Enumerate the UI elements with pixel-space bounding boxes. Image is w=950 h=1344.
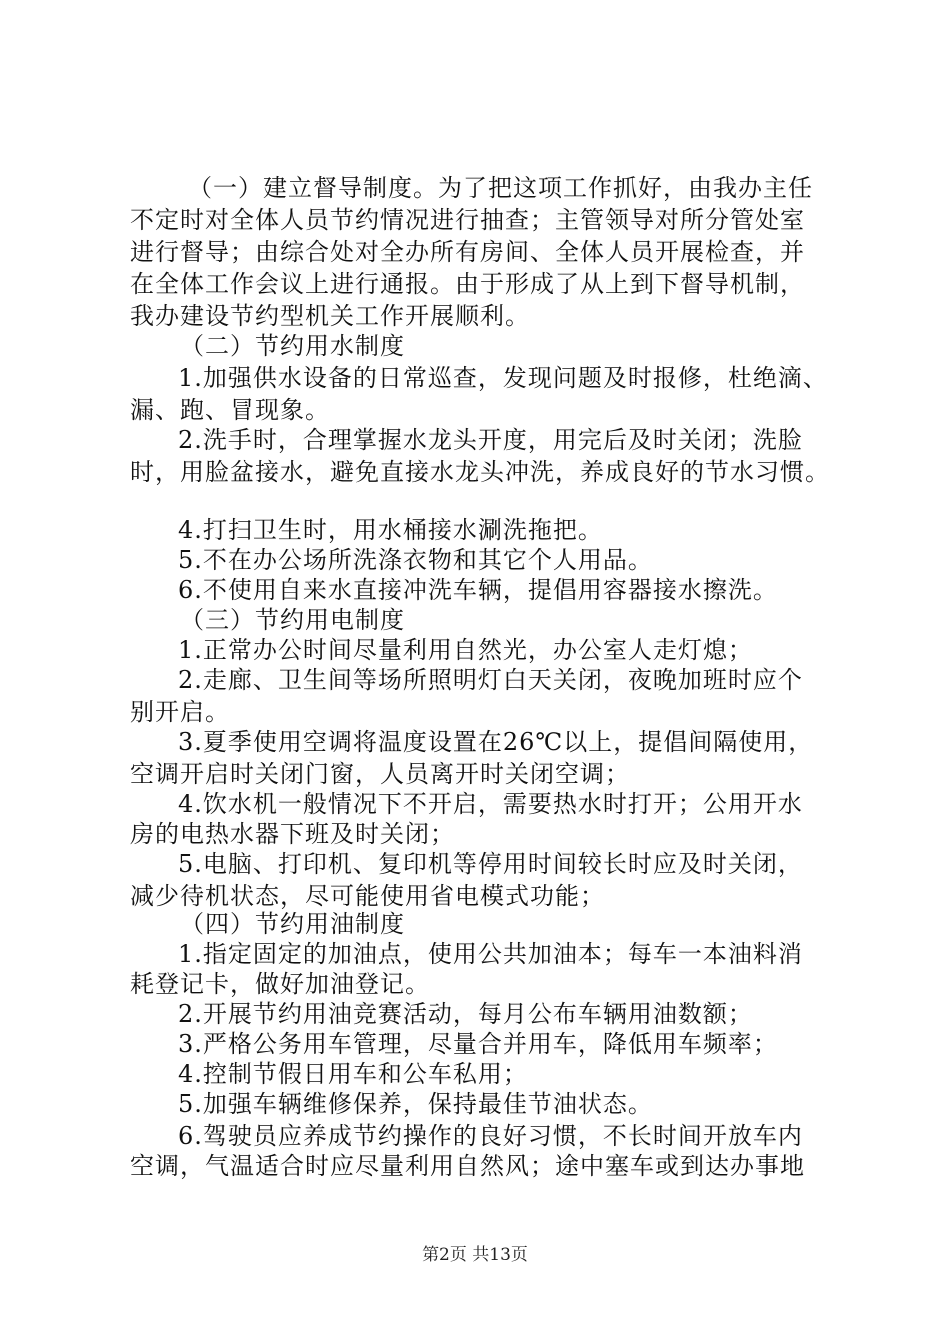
page-footer: 第2页 共13页 xyxy=(422,1245,528,1265)
paragraph-line: （一）建立督导制度。为了把这项工作抓好，由我办主任 xyxy=(188,174,813,202)
paragraph-line: 在全体工作会议上进行通报。由于形成了从上到下督导机制， xyxy=(130,270,805,298)
section-heading: （二）节约用水制度 xyxy=(180,332,405,360)
paragraph-line: 减少待机状态，尽可能使用省电模式功能； xyxy=(130,882,605,910)
paragraph-line: 6.不使用自来水直接冲洗车辆，提倡用容器接水擦洗。 xyxy=(178,576,778,604)
paragraph-line: 1.正常办公时间尽量利用自然光，办公室人走灯熄； xyxy=(178,636,753,664)
paragraph-line: 1.加强供水设备的日常巡查，发现问题及时报修，杜绝滴、 xyxy=(178,364,828,392)
paragraph-line: 不定时对全体人员节约情况进行抽查；主管领导对所分管处室 xyxy=(130,206,805,234)
paragraph-line: 时，用脸盆接水，避免直接水龙头冲洗，养成良好的节水习惯。 xyxy=(130,458,830,486)
paragraph-line: 别开启。 xyxy=(130,698,230,726)
paragraph-line: 2.走廊、卫生间等场所照明灯白天关闭，夜晚加班时应个 xyxy=(178,666,803,694)
paragraph-line: 2.开展节约用油竞赛活动，每月公布车辆用油数额； xyxy=(178,1000,753,1028)
paragraph-line: 进行督导；由综合处对全办所有房间、全体人员开展检查，并 xyxy=(130,238,805,266)
section-heading: （三）节约用电制度 xyxy=(180,606,405,634)
paragraph-line: 我办建设节约型机关工作开展顺利。 xyxy=(130,302,530,330)
paragraph-line: 房的电热水器下班及时关闭； xyxy=(130,820,455,848)
paragraph-line: 5.电脑、打印机、复印机等停用时间较长时应及时关闭， xyxy=(178,850,803,878)
section-heading: （四）节约用油制度 xyxy=(180,910,405,938)
paragraph-line: 3.夏季使用空调将温度设置在26℃以上，提倡间隔使用， xyxy=(178,728,814,756)
paragraph-line: 空调，气温适合时应尽量利用自然风；途中塞车或到达办事地 xyxy=(130,1152,805,1180)
paragraph-line: 耗登记卡，做好加油登记。 xyxy=(130,970,430,998)
paragraph-line: 3.严格公务用车管理，尽量合并用车，降低用车频率； xyxy=(178,1030,778,1058)
paragraph-line: 4.控制节假日用车和公车私用； xyxy=(178,1060,528,1088)
paragraph-line: 6.驾驶员应养成节约操作的良好习惯，不长时间开放车内 xyxy=(178,1122,803,1150)
paragraph-line: 2.洗手时，合理掌握水龙头开度，用完后及时关闭；洗脸 xyxy=(178,426,803,454)
paragraph-line: 1.指定固定的加油点，使用公共加油本；每车一本油料消 xyxy=(178,940,803,968)
paragraph-line: 空调开启时关闭门窗，人员离开时关闭空调； xyxy=(130,760,630,788)
paragraph-line: 5.不在办公场所洗涤衣物和其它个人用品。 xyxy=(178,546,653,574)
paragraph-line: 4.打扫卫生时，用水桶接水涮洗拖把。 xyxy=(178,516,603,544)
paragraph-line: 5.加强车辆维修保养，保持最佳节油状态。 xyxy=(178,1090,653,1118)
paragraph-line: 漏、跑、冒现象。 xyxy=(130,396,330,424)
paragraph-line: 4.饮水机一般情况下不开启，需要热水时打开；公用开水 xyxy=(178,790,803,818)
